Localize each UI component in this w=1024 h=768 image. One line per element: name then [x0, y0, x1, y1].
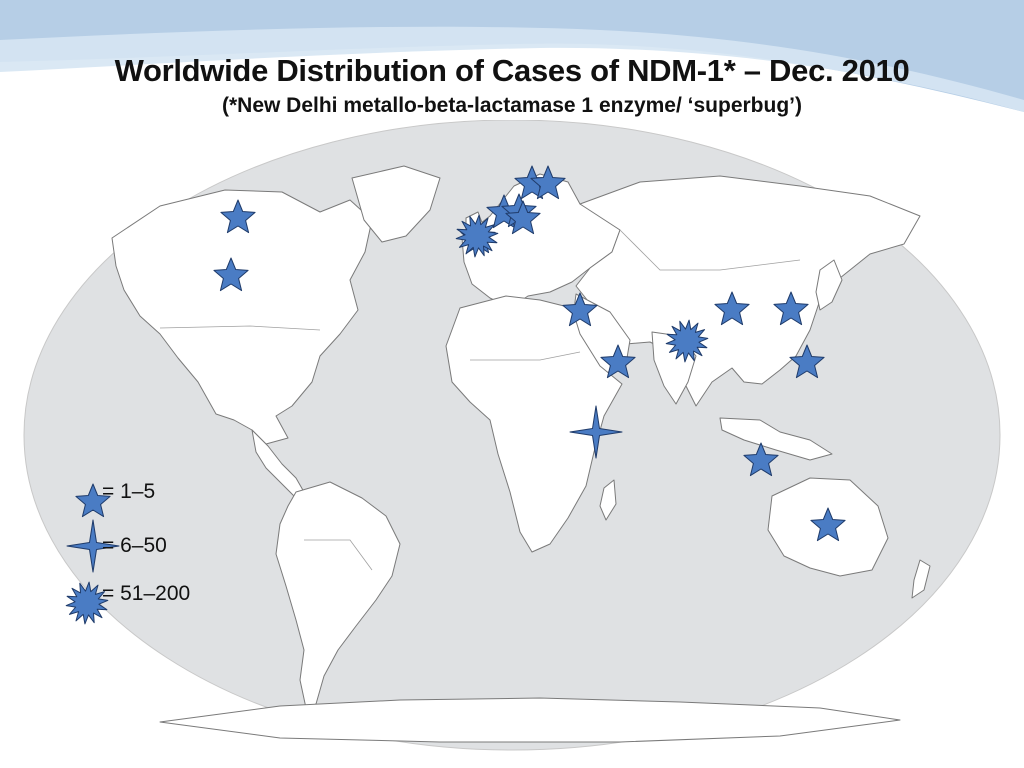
legend-label-6-50: = 6–50 [102, 534, 167, 557]
world-map [20, 120, 1020, 760]
slide-subtitle: (*New Delhi metallo-beta-lactamase 1 enzyme/ ‘superbug’) [221, 94, 802, 117]
legend-label-1-5: = 1–5 [102, 480, 156, 503]
slide-title: Worldwide Distribution of Cases of NDM-1* – Dec. 2010 [114, 53, 910, 88]
title-block [0, 52, 1024, 120]
legend-label-51-200: = 51–200 [102, 582, 191, 605]
world-map-svg [20, 120, 1020, 760]
